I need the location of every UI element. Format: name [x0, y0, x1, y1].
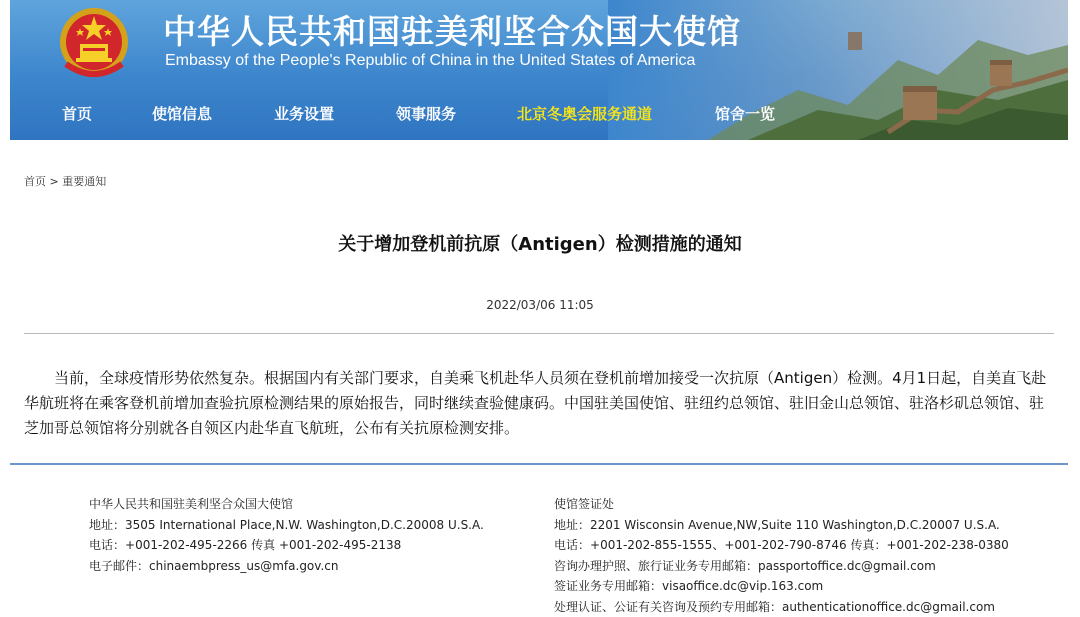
footer-visa-email: [554, 576, 1009, 597]
footer-embassy-phone: [89, 535, 484, 556]
address-value: 2201 Wisconsin Avenue,NW,Suite 110 Washington,D.C.20007 U.S.A.: [590, 518, 1000, 532]
article-title: 关于增加登机前抗原（Antigen）检测措施的通知: [0, 230, 1080, 256]
address-label: 地址：: [554, 518, 590, 532]
site-title-english: Embassy of the People's Republic of China in the United States of America: [165, 52, 695, 70]
auth-email-link[interactable]: authenticationoffice.dc@gmail.com: [782, 600, 995, 614]
footer-embassy-address: [89, 515, 484, 536]
breadcrumb-separator: >: [46, 175, 62, 188]
address-label: 地址：: [89, 518, 125, 532]
passport-email-label: 咨询办理护照、旅行证业务专用邮箱：: [554, 559, 758, 573]
title-divider: [24, 333, 1054, 334]
address-value: 3505 International Place,N.W. Washington,D.C.20008 U.S.A.: [125, 518, 484, 532]
nav-item-services[interactable]: 业务设置: [274, 103, 334, 124]
nav-item-home[interactable]: 首页: [62, 103, 92, 124]
phone-label: 电话：: [554, 538, 590, 552]
phone-value: +001-202-855-1555、+001-202-790-8746: [590, 538, 847, 552]
email-link[interactable]: chinaembpress_us@mfa.gov.cn: [149, 559, 338, 573]
main-nav: [10, 100, 810, 130]
phone-value: +001-202-495-2266: [125, 538, 247, 552]
footer-embassy-name: 中华人民共和国驻美利坚合众国大使馆: [89, 494, 484, 515]
national-emblem-icon: [52, 4, 136, 84]
site-title-chinese: 中华人民共和国驻美利坚合众国大使馆: [163, 6, 741, 53]
footer-visa-office-contact: [554, 494, 1009, 617]
auth-email-label: 处理认证、公证有关咨询及预约专用邮箱：: [554, 600, 782, 614]
phone-label: 电话：: [89, 538, 125, 552]
footer-visa-address: [554, 515, 1009, 536]
footer-passport-email: [554, 556, 1009, 577]
breadcrumb: [24, 173, 106, 189]
nav-item-embassy-info[interactable]: 使馆信息: [152, 103, 212, 124]
nav-item-consular[interactable]: 领事服务: [396, 103, 456, 124]
footer-divider: [10, 463, 1068, 465]
fax-value: +001-202-495-2138: [279, 538, 401, 552]
breadcrumb-current-link[interactable]: 重要通知: [62, 175, 106, 188]
visa-email-label: 签证业务专用邮箱：: [554, 579, 662, 593]
footer-embassy-contact: [89, 494, 484, 576]
fax-label: 传真：: [847, 538, 887, 552]
article-body: 当前，全球疫情形势依然复杂。根据国内有关部门要求，自美乘飞机赴华人员须在登机前增加接受一次抗原（Antigen）检测。4月1日起，自美直飞赴华航班将在乘客登机前增加查验抗原检测结果的原始报告，同时继续查验健康码。中国驻美国使馆、驻纽约总领馆、驻旧金山总领馆、驻洛杉矶总领馆、驻芝加哥总领馆将分别就各自领区内赴华直飞航班，公布有关抗原检测安排。: [24, 366, 1056, 441]
fax-value: +001-202-238-0380: [886, 538, 1008, 552]
footer-visa-phone: [554, 535, 1009, 556]
email-label: 电子邮件：: [89, 559, 149, 573]
footer-embassy-email: [89, 556, 484, 577]
header-banner: [10, 0, 1068, 140]
nav-item-winter-olympics[interactable]: 北京冬奥会服务通道: [517, 103, 652, 124]
nav-item-premises[interactable]: 馆舍一览: [715, 103, 775, 124]
article-date: 2022/03/06 11:05: [0, 298, 1080, 312]
fax-label: 传真: [247, 538, 279, 552]
footer-visa-office-name: 使馆签证处: [554, 494, 1009, 515]
visa-email-link[interactable]: visaoffice.dc@vip.163.com: [662, 579, 823, 593]
passport-email-link[interactable]: passportoffice.dc@gmail.com: [758, 559, 936, 573]
breadcrumb-home-link[interactable]: 首页: [24, 175, 46, 188]
